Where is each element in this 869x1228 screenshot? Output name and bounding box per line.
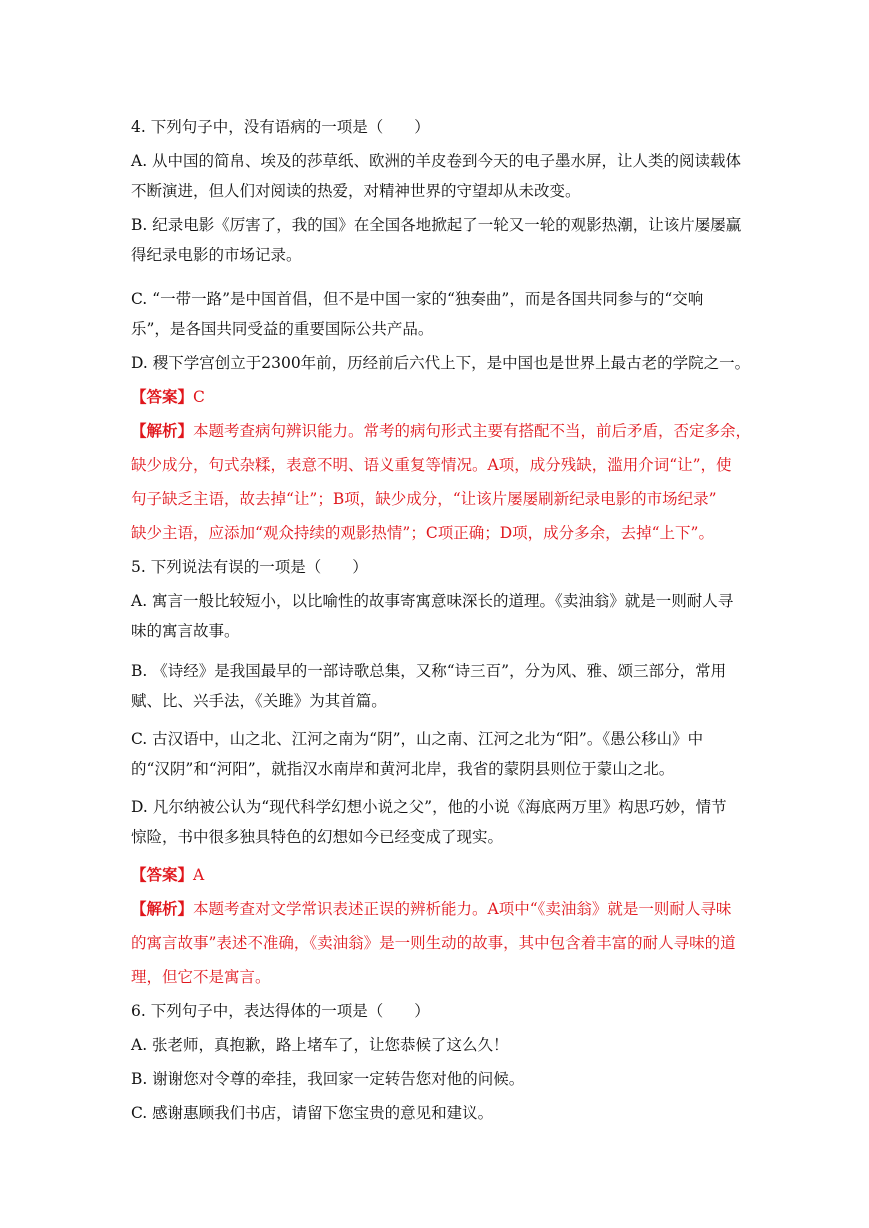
q4-option-d: D. 稷下学宫创立于2300年前，历经前后六代上下，是中国也是世界上最古老的学院之一。 bbox=[131, 354, 751, 372]
q5-option-b-line-2: 赋、比、兴手法，《关雎》为其首篇。 bbox=[131, 692, 387, 710]
q4-analysis-line-4: 缺少主语，应添加“观众持续的观影热情”；C项正确；D项，成分多余，去掉“上下”。 bbox=[131, 524, 714, 542]
q5-answer bbox=[131, 865, 751, 885]
q5-option-a-line-2: 味的寓言故事。 bbox=[131, 622, 240, 640]
q5-analysis-line-1 bbox=[131, 899, 751, 919]
q6-option-c: C. 感谢惠顾我们书店，请留下您宝贵的意见和建议。 bbox=[131, 1104, 494, 1122]
q6-option-a: A. 张老师，真抱歉，路上堵车了，让您恭候了这么久！ bbox=[131, 1036, 509, 1054]
q5-option-a-line-1: A. 寓言一般比较短小，以比喻性的故事寄寓意味深长的道理。《卖油翁》就是一则耐人寻 bbox=[131, 592, 734, 610]
q4-analysis-line-2: 缺少成分，句式杂糅，表意不明、语义重复等情况。A项，成分残缺，滥用介词“让”，使 bbox=[131, 456, 732, 474]
q5-analysis-line-2: 的寓言故事”表述不准确，《卖油翁》是一则生动的故事，其中包含着丰富的耐人寻味的道 bbox=[131, 934, 736, 952]
q5-analysis-line-3: 理，但它不是寓言。 bbox=[131, 968, 271, 986]
q4-answer bbox=[131, 387, 751, 407]
answer-value: C bbox=[193, 388, 205, 406]
analysis-label: 【解析】 bbox=[131, 899, 194, 918]
answer-value: A bbox=[193, 866, 205, 884]
q5-option-d-line-2: 惊险，书中很多独具特色的幻想如今已经变成了现实。 bbox=[131, 828, 504, 846]
question-6-stem: 6. 下列句子中，表达得体的一项是（ ） bbox=[131, 1002, 430, 1020]
q6-option-b: B. 谢谢您对令尊的牵挂，我回家一定转告您对他的问候。 bbox=[131, 1070, 525, 1088]
q4-analysis-line-3: 句子缺乏主语，故去掉“让”；B项，缺少成分，“让该片屡屡刷新纪录电影的市场纪录” bbox=[131, 490, 717, 508]
q5-option-d-line-1: D. 凡尔纳被公认为“现代科学幻想小说之父”，他的小说《海底两万里》构思巧妙，情节 bbox=[131, 798, 727, 816]
answer-label: 【答案】 bbox=[131, 387, 194, 406]
q4-option-b-line-1: B. 纪录电影《厉害了，我的国》在全国各地掀起了一轮又一轮的观影热潮，让该片屡屡赢 bbox=[131, 216, 742, 234]
q4-option-c-line-2: 乐”，是各国共同受益的重要国际公共产品。 bbox=[131, 320, 434, 338]
q4-analysis-line-1 bbox=[131, 421, 751, 441]
analysis-text: 本题考查病句辨识能力。常考的病句形式主要有搭配不当，前后矛盾，否定多余， bbox=[193, 422, 752, 440]
answer-label: 【答案】 bbox=[131, 865, 194, 884]
q5-option-c-line-2: 的“汉阴”和“河阳”，就指汉水南岸和黄河北岸，我省的蒙阴县则位于蒙山之北。 bbox=[131, 760, 675, 778]
analysis-label: 【解析】 bbox=[131, 421, 194, 440]
question-5-stem: 5. 下列说法有误的一项是（ ） bbox=[131, 558, 368, 576]
q4-option-c-line-1: C. “一带一路”是中国首倡，但不是中国一家的“独奏曲”，而是各国共同参与的“交响 bbox=[131, 290, 704, 308]
q4-option-a-line-2: 不断演进，但人们对阅读的热爱，对精神世界的守望却从未改变。 bbox=[131, 182, 581, 200]
q5-option-c-line-1: C. 古汉语中，山之北、江河之南为“阴”，山之南、江河之北为“阳”。《愚公移山》中 bbox=[131, 730, 704, 748]
analysis-text: 本题考查对文学常识表述正误的辨析能力。A项中“《卖油翁》就是一则耐人寻味 bbox=[193, 900, 732, 918]
q4-option-b-line-2: 得纪录电影的市场记录。 bbox=[131, 246, 302, 264]
q4-option-a-line-1: A. 从中国的简帛、埃及的莎草纸、欧洲的羊皮卷到今天的电子墨水屏，让人类的阅读载体 bbox=[131, 152, 742, 170]
q5-option-b-line-1: B. 《诗经》是我国最早的一部诗歌总集，又称“诗三百”，分为风、雅、颂三部分，常用 bbox=[131, 662, 727, 680]
question-4-stem: 4. 下列句子中，没有语病的一项是（ ） bbox=[131, 118, 430, 136]
